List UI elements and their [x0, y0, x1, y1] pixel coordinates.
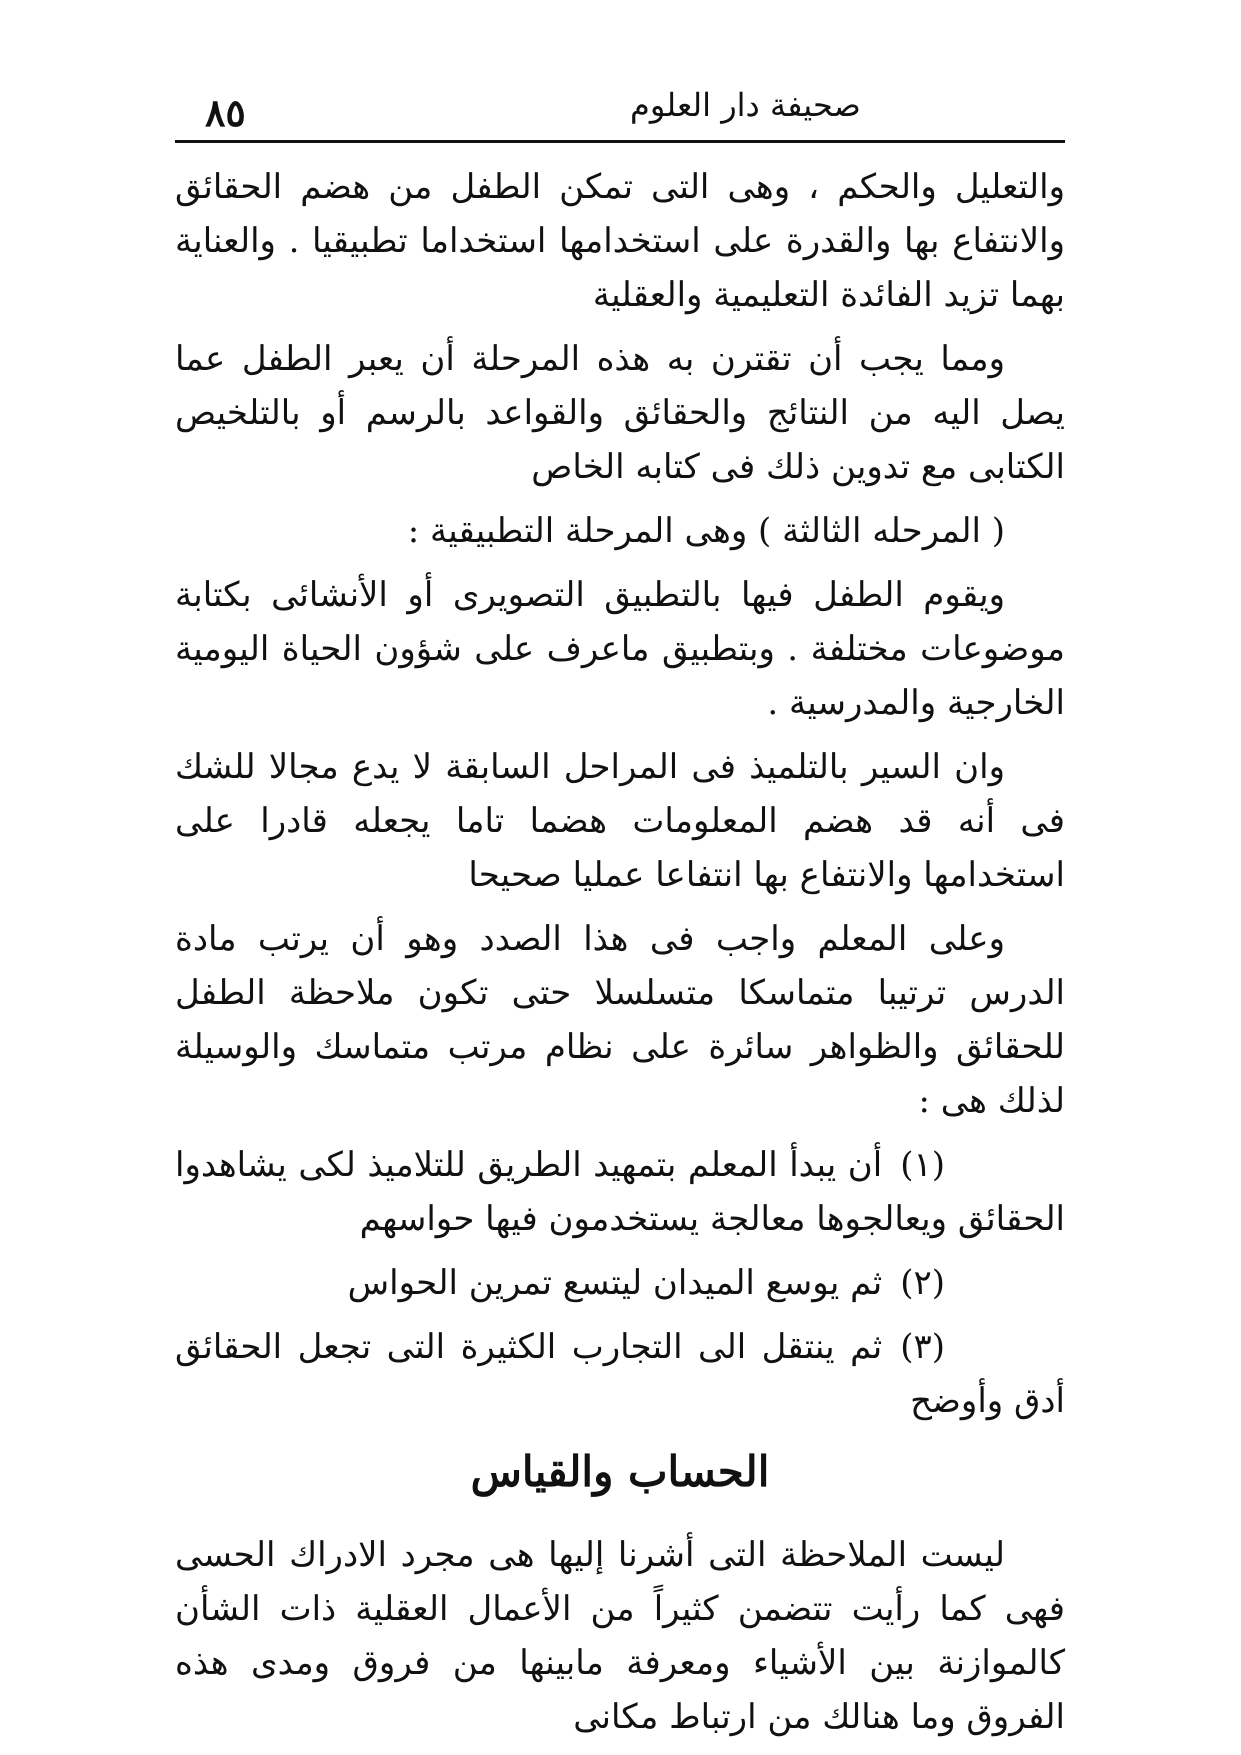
page-number: ٨٥ [205, 90, 246, 135]
list-item [175, 1320, 1065, 1428]
page-header [175, 78, 1065, 138]
paragraph: وعلى المعلم واجب فى هذا الصدد وهو أن يرتب مادة الدرس ترتيبا متماسكا متسلسلا حتى تكون ملاحظة الطفل للحقائق والظواهر سائرة على نظام مرتب متماسك والوسيلة لذلك هى : [175, 919, 1065, 1121]
list-number: (١) [900, 1145, 945, 1185]
list-item [175, 1138, 1065, 1246]
list-number: (٢) [900, 1263, 945, 1303]
paragraph: وان السير بالتلميذ فى المراحل السابقة لا يدع مجالا للشك فى أنه قد هضم المعلومات هضما تاما يجعله قادرا على استخدامها والانتفاع بها انتفاعا عمليا صحيحا [175, 747, 1065, 895]
list-text: ثم يوسع الميدان ليتسع تمرين الحواس [347, 1263, 883, 1303]
paragraph: والتعليل والحكم ، وهى التى تمكن الطفل من هضم الحقائق والانتفاع بها والقدرة على استخدامها استخداما تطبيقيا . والعناية بهما تزيد الفائدة التعليمية والعقلية [175, 167, 1065, 315]
paragraph: ويقوم الطفل فيها بالتطبيق التصويرى أو الأنشائى بكتابة موضوعات مختلفة . وبتطبيق ماعرف على شؤون الحياة اليومية الخارجية والمدرسية . [175, 575, 1065, 723]
body-text [175, 160, 1065, 1754]
list-item [175, 1256, 1065, 1310]
header-divider [175, 140, 1065, 143]
list-text: أن يبدأ المعلم بتمهيد الطريق للتلاميذ لكى يشاهدوا الحقائق ويعالجوها معالجة يستخدمون فيها حواسهم [175, 1145, 1065, 1239]
list-number: (٣) [900, 1327, 945, 1367]
running-title: صحيفة دار العلوم [630, 86, 861, 124]
paragraph: ومما يجب أن تقترن به هذه المرحلة أن يعبر الطفل عما يصل اليه من النتائج والحقائق والقواعد بالرسم أو بالتلخيص الكتابى مع تدوين ذلك فى كتابه الخاص [175, 339, 1065, 487]
paragraph: ليست الملاحظة التى أشرنا إليها هى مجرد الادراك الحسى فهى كما رأيت تتضمن كثيراً من الأعمال العقلية ذات الشأن كالموازنة بين الأشياء ومعرفة مابينها من فروق ومدى هذه الفروق وما هنالك من ارتباط مكانى [175, 1535, 1065, 1737]
stage-heading: ( المرحله الثالثة ) وهى المرحلة التطبيقية : [407, 511, 1005, 551]
list-text: ثم ينتقل الى التجارب الكثيرة التى تجعل الحقائق أدق وأوضح [175, 1327, 1065, 1421]
section-heading: الحساب والقياس [470, 1447, 770, 1496]
